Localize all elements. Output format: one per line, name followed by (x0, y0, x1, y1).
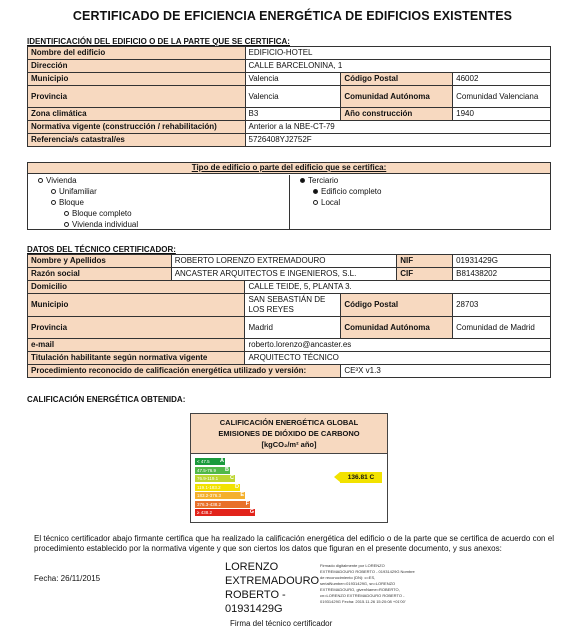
nombre-edificio-value: EDIFICIO-HOTEL (245, 47, 551, 60)
radio-icon (64, 222, 69, 227)
anio-construccion-label: Año construcción (341, 108, 453, 121)
energy-band-letter: G (249, 509, 254, 515)
option-bloque-completo[interactable]: Bloque completo (64, 209, 132, 219)
energy-band-letter: C (230, 475, 234, 481)
radio-icon (64, 211, 69, 216)
domicilio-value: CALLE TEIDE, 5, PLANTA 3. (245, 281, 551, 294)
codigo-postal-value: 46002 (453, 73, 551, 86)
tipo-col-vivienda (28, 175, 290, 229)
normativa-value: Anterior a la NBE-CT-79 (245, 121, 551, 134)
titulacion-value: ARQUITECTO TÉCNICO (245, 352, 551, 365)
normativa-label: Normativa vigente (construcción / rehabilitación) (28, 121, 246, 134)
energy-band-letter: E (240, 492, 244, 498)
energy-band-range: 47.5-76.9 (197, 467, 217, 473)
tipo-edificio-heading: Tipo de edificio o parte del edificio que se certifica: (28, 163, 550, 174)
tecnico-comunidad-label: Comunidad Autónoma (341, 317, 453, 339)
energy-band-range: 376.3-438.2 (197, 501, 222, 507)
calificacion-heading: CALIFICACIÓN ENERGÉTICA OBTENIDA: (27, 395, 186, 404)
tipo-edificio-box (27, 162, 551, 230)
cif-label: CIF (397, 268, 453, 281)
certification-statement: El técnico certificador abajo firmante certifica que ha realizado la calificación energética del edificio o de la parte que se certifica de acuerdo con el procedimiento establecido por la normativa vigente y que son ciertos los datos que figuran en el presente documento, y sus anexos: (34, 534, 554, 553)
energy-band-range: < 47.5 (197, 459, 210, 464)
municipio-value: Valencia (245, 73, 341, 86)
comunidad-label: Comunidad Autónoma (341, 86, 453, 108)
calificacion-box-header (191, 414, 387, 454)
radio-icon (38, 178, 43, 183)
signature-metadata: Firmado digitalmente por LORENZO EXTREMADOURO ROBERTO - 01931429G Nombre de reconocimiento (DN): c=ES, serialNumber=01931429G, sn=LORENZO EXTREMADOURO, givenName=ROBERTO, cn=LORENZO EXTREMADOURO ROBERTO - 01931429G Fecha: 2015.11.26 15:20:08 +01'00' (320, 563, 415, 604)
option-local[interactable]: Local (313, 198, 340, 208)
procedimiento-value: CE³X v1.3 (341, 365, 551, 378)
razon-social-label: Razón social (28, 268, 172, 281)
tecnico-cp-label: Código Postal (341, 294, 453, 317)
energy-band-range: 183.2-376.3 (197, 493, 222, 498)
option-vivienda[interactable]: Vivienda (38, 176, 77, 186)
tipo-col-terciario (290, 175, 550, 229)
tecnico-nombre-label: Nombre y Apellidos (28, 255, 172, 268)
provincia-label: Provincia (28, 86, 246, 108)
radio-icon (313, 200, 318, 205)
comunidad-value: Comunidad Valenciana (453, 86, 551, 108)
option-terciario[interactable]: Terciario (300, 176, 338, 186)
energy-band-d (195, 484, 240, 491)
cif-value: B81438202 (453, 268, 551, 281)
option-unifamiliar[interactable]: Unifamiliar (51, 187, 97, 197)
energy-band-a (195, 458, 225, 465)
tecnico-comunidad-value: Comunidad de Madrid (453, 317, 551, 339)
tecnico-provincia-label: Provincia (28, 317, 245, 339)
calificacion-result: 136.81 C (340, 472, 382, 483)
energy-band-letter: D (235, 483, 239, 490)
email-label: e-mail (28, 339, 245, 352)
tecnico-heading: DATOS DEL TÉCNICO CERTIFICADOR: (27, 245, 176, 254)
tecnico-municipio-label: Municipio (28, 294, 245, 317)
energy-band-range: 76.9-119.1 (197, 476, 219, 481)
procedimiento-label: Procedimiento reconocido de calificación energética utilizado y versión: (28, 365, 341, 378)
calificacion-box-line3: [kgCO₂/m² año] (261, 440, 317, 449)
municipio-label: Municipio (28, 73, 246, 86)
option-vivienda-individual[interactable]: Vivienda individual (64, 220, 138, 230)
zona-climatica-label: Zona climática (28, 108, 246, 121)
referencia-catastral-label: Referencia/s catastral/es (28, 134, 246, 147)
energy-band-range: 119.1-183.2 (197, 484, 221, 490)
referencia-catastral-value: 5726408YJ2752F (245, 134, 551, 147)
tecnico-table (27, 254, 551, 378)
titulacion-label: Titulación habilitante según normativa vigente (28, 352, 245, 365)
nif-value: 01931429G (453, 255, 551, 268)
nombre-edificio-label: Nombre del edificio (28, 47, 246, 60)
option-edificio-completo[interactable]: Edificio completo (313, 187, 381, 197)
signature-name: LORENZO EXTREMADOURO ROBERTO - 01931429G (225, 561, 320, 615)
energy-band-g (195, 509, 255, 516)
energy-band-c (195, 475, 235, 482)
domicilio-label: Domicilio (28, 281, 245, 294)
direccion-label: Dirección (28, 60, 246, 73)
nif-label: NIF (397, 255, 453, 268)
calificacion-box-line1: CALIFICACIÓN ENERGÉTICA GLOBAL (219, 418, 359, 427)
energy-band-f (195, 501, 250, 508)
zona-climatica-value: B3 (245, 108, 341, 121)
radio-selected-icon (300, 178, 305, 183)
signature-caption: Firma del técnico certificador (230, 619, 333, 628)
energy-band-letter: A (220, 458, 224, 464)
provincia-value: Valencia (245, 86, 341, 108)
identificacion-table (27, 46, 551, 147)
radio-icon (51, 189, 56, 194)
anio-construccion-value: 1940 (453, 108, 551, 121)
radio-icon (51, 200, 56, 205)
tecnico-municipio-value: SAN SEBASTIÁN DE LOS REYES (245, 294, 341, 317)
email-value[interactable]: roberto.lorenzo@ancaster.es (245, 339, 551, 352)
document-title: CERTIFICADO DE EFICIENCIA ENERGÉTICA DE EDIFICIOS EXISTENTES (72, 9, 513, 23)
radio-selected-icon (313, 189, 318, 194)
calificacion-box (190, 413, 388, 523)
energy-band-letter: B (225, 466, 229, 473)
razon-social-value: ANCASTER ARQUITECTOS E INGENIEROS, S.L. (171, 268, 397, 281)
tecnico-nombre-value: ROBERTO LORENZO EXTREMADOURO (171, 255, 397, 268)
calificacion-box-line2: EMISIONES DE DIÓXIDO DE CARBONO (218, 429, 360, 438)
identificacion-heading: IDENTIFICACIÓN DEL EDIFICIO O DE LA PARTE QUE SE CERTIFICA: (27, 37, 290, 46)
tecnico-provincia-value: Madrid (245, 317, 341, 339)
direccion-value: CALLE BARCELONINA, 1 (245, 60, 551, 73)
codigo-postal-label: Código Postal (341, 73, 453, 86)
energy-band-b (195, 467, 230, 474)
energy-band-e (195, 492, 245, 499)
energy-band-letter: F (245, 500, 249, 507)
fecha: Fecha: 26/11/2015 (34, 574, 101, 583)
energy-band-range: ≥ 438.2 (197, 510, 212, 515)
tecnico-cp-value: 28703 (453, 294, 551, 317)
option-bloque[interactable]: Bloque (51, 198, 84, 208)
